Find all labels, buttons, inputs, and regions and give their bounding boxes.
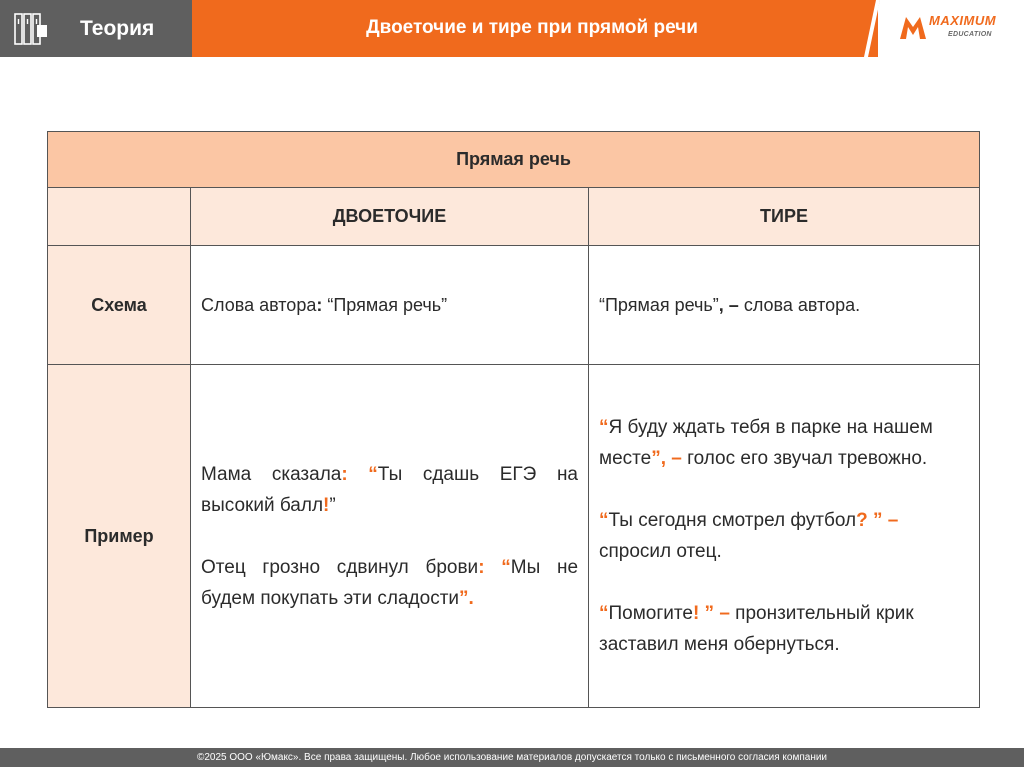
example-dash-cell	[589, 365, 980, 708]
example-dash-sentence-1: “Я буду ждать тебя в парке на нашем месте”, – голос его звучал тревожно.	[599, 417, 933, 469]
example-colon-sentence-1: Мама сказала: “Ты сдашь ЕГЭ на высокий балл!”	[201, 463, 578, 516]
scheme-colon-text: Слова автора: “Прямая речь”	[201, 294, 448, 315]
example-colon-cell	[191, 365, 589, 708]
header-slash-decoration	[864, 0, 880, 57]
direct-speech-table	[47, 131, 979, 710]
copyright-footer: ©2025 ООО «Юмакс». Все права защищены. Любое использование материалов допускается только с письменного согласия компании	[0, 748, 1024, 767]
table-corner-cell	[48, 188, 191, 246]
table-title: Прямая речь	[48, 132, 980, 188]
books-icon	[14, 12, 50, 46]
scheme-dash-text: “Прямая речь”, – слова автора.	[599, 294, 861, 315]
scheme-colon-cell	[191, 246, 589, 365]
example-colon-sentence-2: Отец грозно сдвинул брови: “Мы не будем покупать эти сладости”.	[201, 556, 579, 609]
title-panel	[192, 0, 878, 57]
section-title: Теория	[80, 17, 155, 40]
logo-text: MAXIMUM	[929, 13, 997, 28]
example-dash-sentence-3: “Помогите! ” – пронзительный крик заставил меня обернуться.	[599, 603, 914, 655]
example-dash-sentence-2: “Ты сегодня смотрел футбол? ” – спросил отец.	[599, 510, 899, 562]
column-header-dash: ТИРЕ	[589, 188, 980, 246]
logo-subtext: EDUCATION	[948, 31, 992, 38]
example-dash-text	[589, 412, 979, 660]
column-header-colon: ДВОЕТОЧИЕ	[191, 188, 589, 246]
section-panel	[0, 0, 192, 57]
example-colon-text	[191, 459, 588, 614]
row-label-example: Пример	[48, 365, 191, 708]
row-label-scheme: Схема	[48, 246, 191, 365]
scheme-dash-cell	[589, 246, 980, 365]
maximum-logo-icon	[896, 11, 930, 45]
header-bar	[0, 0, 1024, 60]
company-logo	[896, 8, 1016, 48]
page-title: Двоеточие и тире при прямой речи	[366, 17, 698, 38]
